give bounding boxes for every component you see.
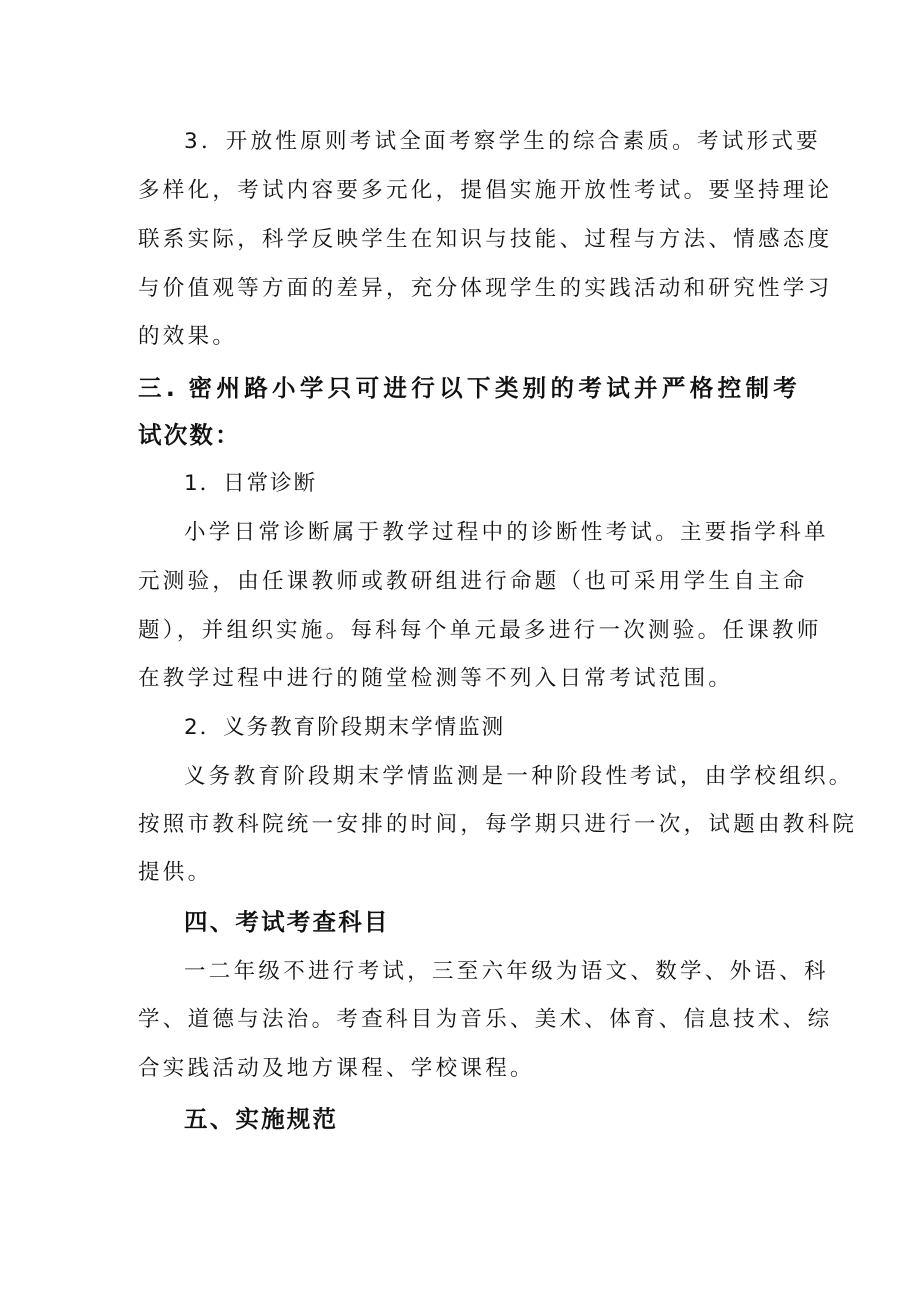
paragraph-line: 合实践活动及地方课程、学校课程。	[138, 1056, 535, 1081]
paragraph-line: 与价值观等方面的差异，充分体现学生的实践活动和研究性学习	[138, 276, 833, 301]
paragraph-line: 3．开放性原则考试全面考察学生的综合素质。考试形式要	[184, 129, 821, 154]
section-heading: 五、实施规范	[184, 1105, 339, 1133]
paragraph-line: 提供。	[138, 860, 213, 885]
paragraph-line: 联系实际，科学反映学生在知识与技能、过程与方法、情感态度	[138, 227, 833, 252]
paragraph-line: 按照市教科院统一安排的时间，每学期只进行一次，试题由教科院	[138, 812, 858, 837]
paragraph-line: 小学日常诊断属于教学过程中的诊断性考试。主要指学科单	[184, 520, 829, 545]
paragraph-line: 学、道德与法治。考查科目为音乐、美术、体育、信息技术、综	[138, 1007, 833, 1032]
section-heading: 试次数：	[138, 421, 241, 449]
subsection-title: 1．日常诊断	[184, 471, 318, 496]
paragraph-line: 题），并组织实施。每科每个单元最多进行一次测验。任课教师	[138, 618, 822, 643]
paragraph-line: 在教学过程中进行的随堂检测等不列入日常考试范围。	[138, 666, 734, 691]
paragraph-line: 的效果。	[138, 324, 238, 349]
paragraph-line: 一二年级不进行考试，三至六年级为语文、数学、外语、科	[184, 959, 829, 984]
subsection-title: 2．义务教育阶段期末学情监测	[184, 715, 506, 740]
section-heading: 四、考试考查科目	[184, 908, 390, 936]
paragraph-line: 多样化，考试内容要多元化，提倡实施开放性考试。要坚持理论	[138, 178, 833, 203]
paragraph-line: 元测验，由任课教师或教研组进行命题（也可采用学生自主命	[138, 569, 808, 594]
paragraph-line: 义务教育阶段期末学情监测是一种阶段性考试，由学校组织。	[184, 764, 854, 789]
section-heading: 三. 密州路小学只可进行以下类别的考试并严格控制考	[138, 374, 798, 402]
